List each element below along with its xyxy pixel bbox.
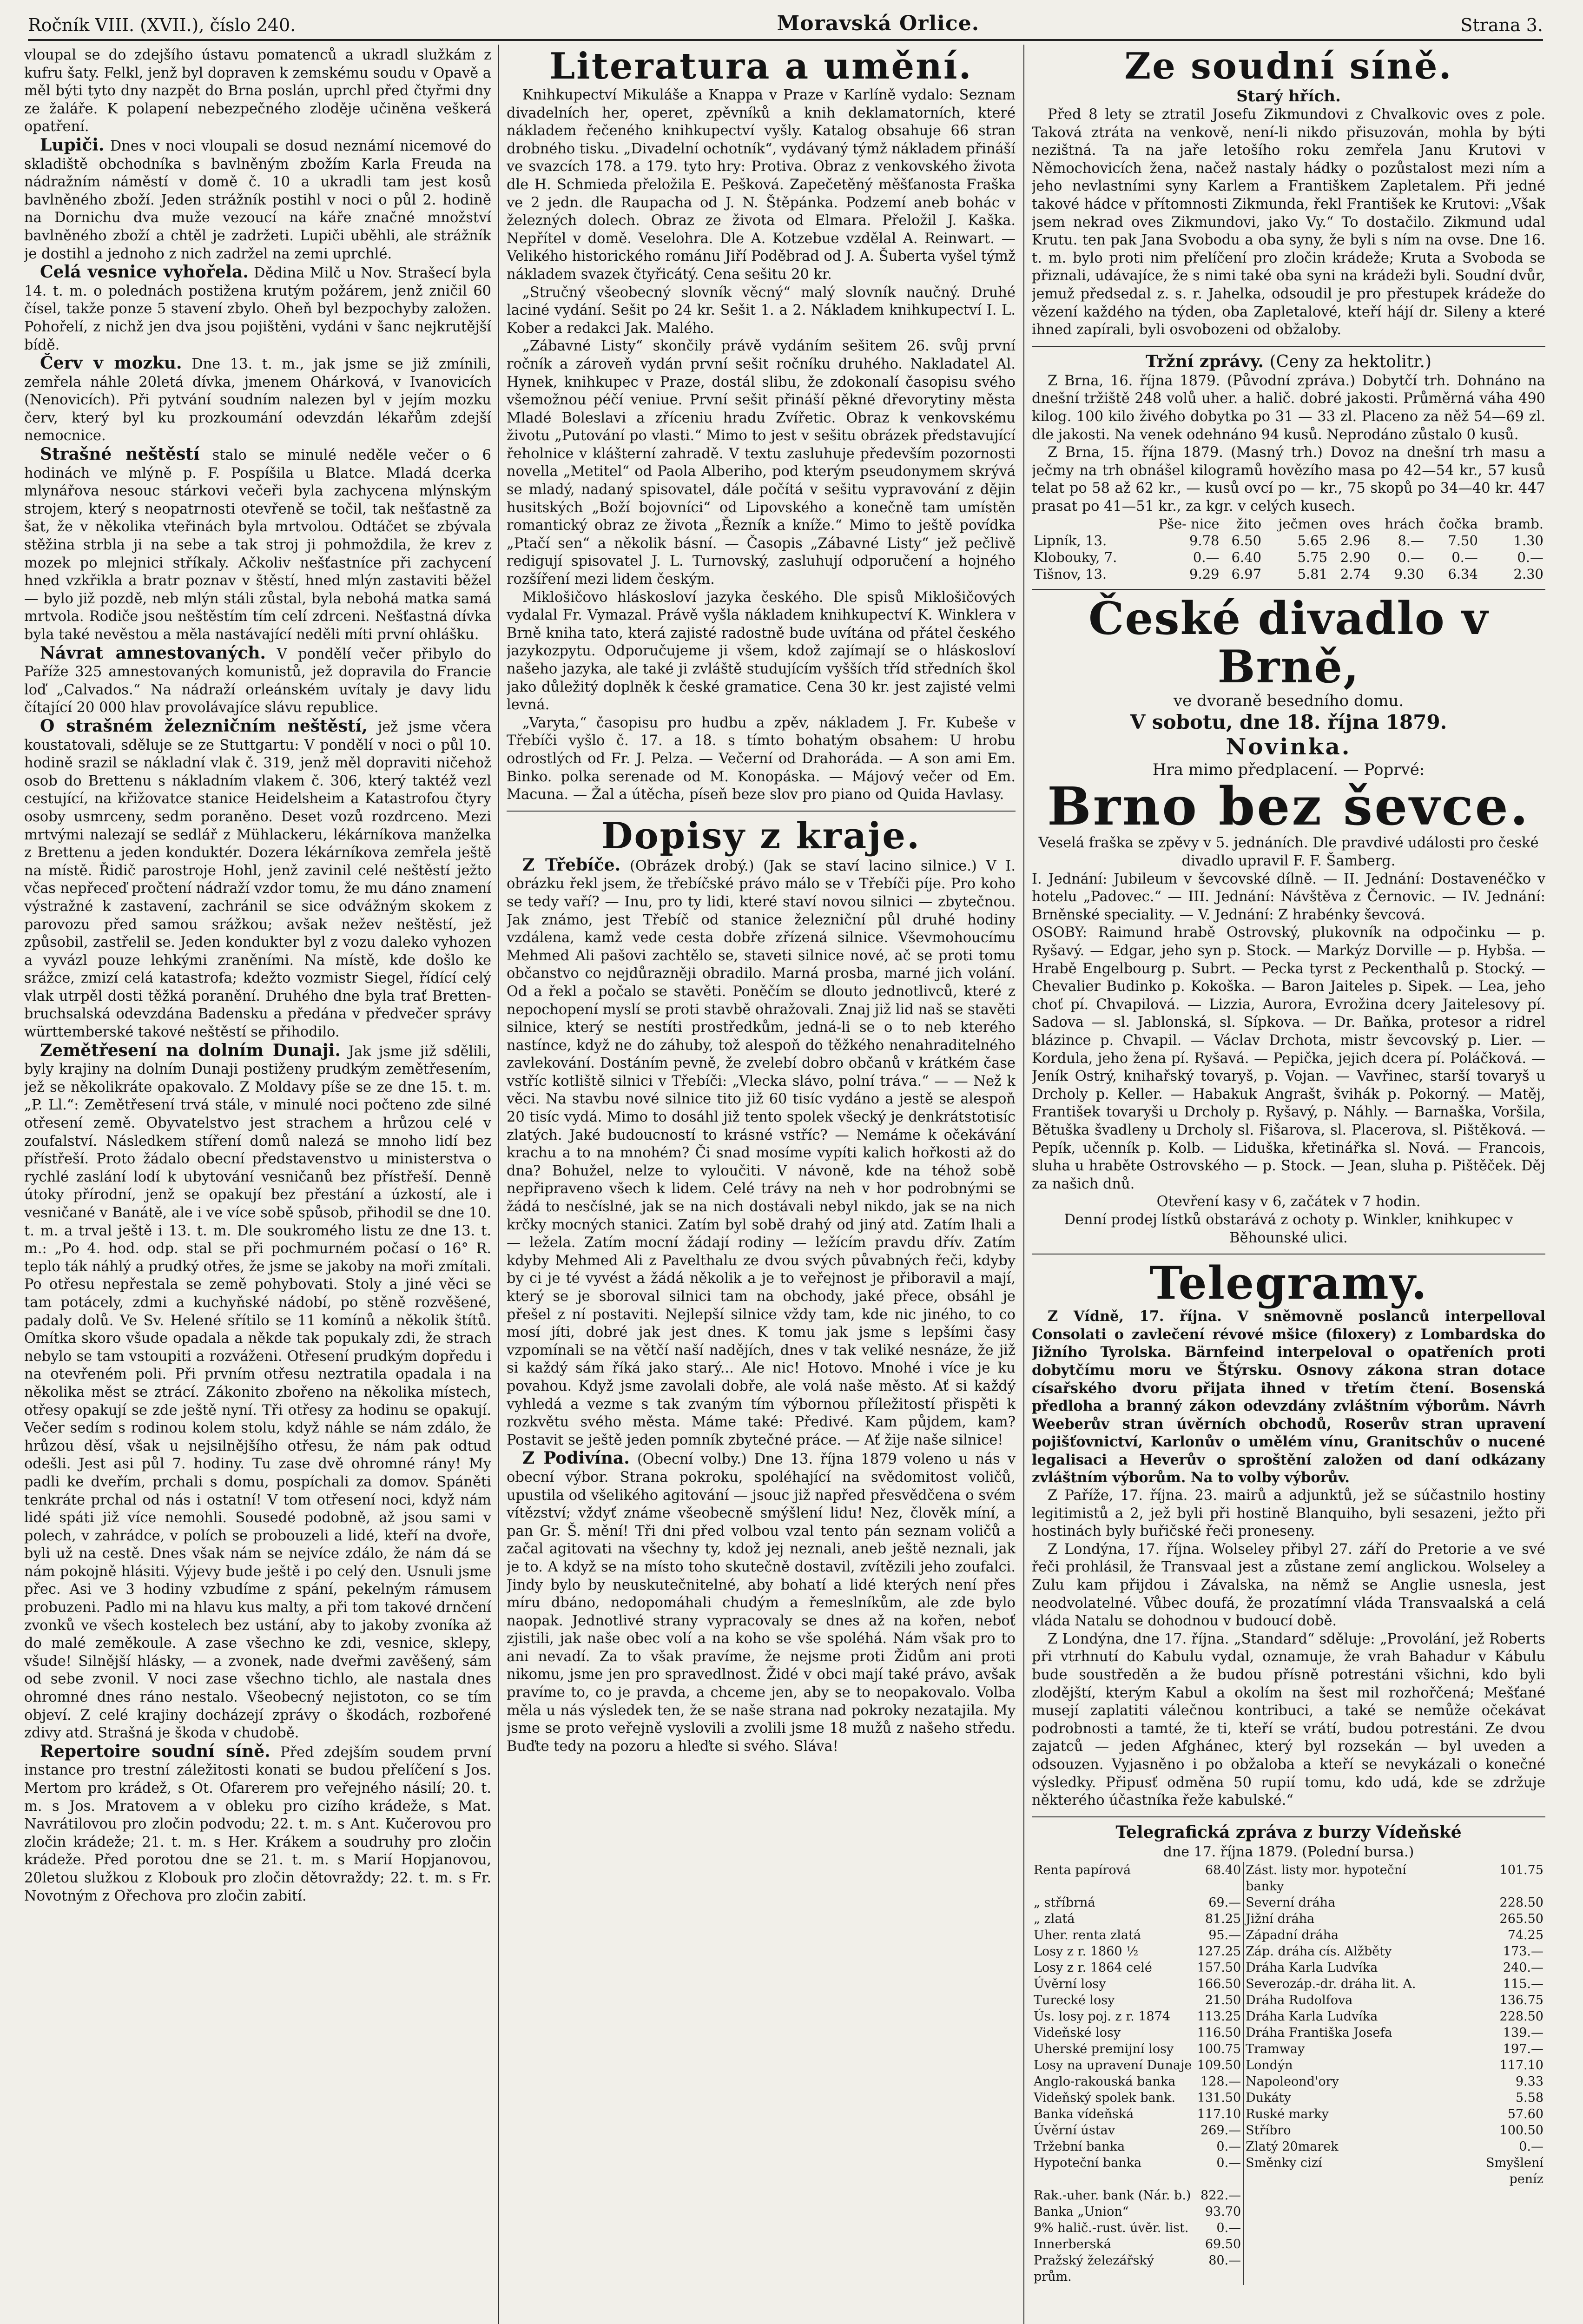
article-heading: Strašné neštěstí xyxy=(40,444,200,464)
table-cell: 265.50 xyxy=(1499,1911,1543,1926)
table-cell: Napoleond'ory xyxy=(1246,2074,1339,2089)
table-cell: 127.25 xyxy=(1195,1943,1243,1960)
table-header-cell: hrách xyxy=(1385,516,1425,532)
article-heading: Z Podivína. xyxy=(522,1448,630,1468)
masthead xyxy=(28,8,1543,35)
table-cell: 9.78 xyxy=(1189,533,1220,549)
table-cell: Losy z r. 1860 ½ xyxy=(1034,1944,1139,1959)
table-row xyxy=(1032,1992,1545,2008)
table-cell: 269.— xyxy=(1195,2122,1243,2139)
table-cell: Úvěrní ústav xyxy=(1034,2123,1115,2138)
table-cell: Ús. losy poj. z r. 1874 xyxy=(1034,2009,1171,2024)
table-cell: Severozáp.-dr. dráha lit. A. xyxy=(1246,1976,1416,1991)
table-header-cell: bramb. xyxy=(1495,516,1543,532)
newspaper-title: Moravská Orlice. xyxy=(777,12,980,35)
table-cell: Západní dráha xyxy=(1246,1928,1339,1942)
theatre-venue: ve dvoraně besedního domu. xyxy=(1173,692,1404,711)
table-cell: 74.25 xyxy=(1507,1928,1543,1942)
article xyxy=(507,856,1016,1450)
section-divider xyxy=(1032,589,1545,590)
table-cell: 128.— xyxy=(1195,2073,1243,2090)
market-report: Z Brna, 16. října 1879. (Původní zpráva.) Dobytčí trh. Dohnáno na dnešní tržiště 248 volů uher. a halič. dobré jakosti. Průměrná váha 490 kilog. 100 kilo živého dobytka po 31 — 33 zl. Placeno za něž 54—69 zl. dle jakosti. Na venek odehnáno 94 kusů. Neprodáno zůstalo 0 kusů. xyxy=(1032,372,1545,443)
table-cell: Dráha Františka Josefa xyxy=(1246,2025,1392,2040)
table-cell: Stříbro xyxy=(1246,2123,1291,2138)
table-cell: Tišnov, 13. xyxy=(1034,566,1107,582)
table-cell: Dukáty xyxy=(1246,2090,1291,2105)
ticket-sale-info: Denní prodej lístků obstarává z ochoty p. Winkler, knihkupec v Běhounské ulici. xyxy=(1064,1211,1513,1246)
table-cell: Hypoteční banka xyxy=(1034,2155,1142,2170)
article-body: vloupal se do zdejšího ústavu pomatenců a ukradl služkám z kufru šaty. Felkl, jenž byl dopraven k zemskému soudu v Opavě a měl býti tyto dny nazpět do Brna poslán, uprchl před čtyřmi dny ze žaláře. K polapení nebezpečného zloděje učiněna veškerá opatření. xyxy=(24,47,491,135)
table-cell: Tramway xyxy=(1246,2041,1305,2056)
article xyxy=(24,136,491,263)
table-cell: Innerberská xyxy=(1034,2237,1111,2251)
table-cell: 93.70 xyxy=(1195,2204,1243,2220)
table-cell: Úvěrní losy xyxy=(1034,1976,1106,1991)
table-row xyxy=(1032,2187,1545,2204)
article-body: Před 8 lety se ztratil Josefu Zikmundovi z Chvalkovic oves z pole. Taková ztráta na venkově, není-li nikdo přisuzován, mohla by býti nezištná. Ta na jaře letošího roku zemřela Janu Krutovi v Němochovicích žena, načež nastaly hádky o pozůstalost mezi ním a jeho nevlastními syny Karlem a Františkem Zapletalem. Při jedné takové hádce v přítomnosti Zikmunda, řekl František ke Krutovi: „Však jsem nekrad oves Zikmundovi, jako Vy.“ To dostačilo. Zikmund udal Krutu. ten pak Jana Svobodu a oba syny, že byli s ním na ovse. Dne 16. t. m. bylo proti nim přelíčení pro zločin krádeže; Kruta a Svoboda se přiznali, udávajíce, že s nimi také oba syni na krádeži byli. Soudní dvůr, jemuž předsedal z. s. r. Jahelka, odsoudil je pro přestupek krádeže do vězení každého na týden, oba Zapletalové, kteří hájí dr. Sileny a které ihned zapírali, byli osvobozeni od obžaloby. xyxy=(1032,106,1545,338)
table-cell: 2.90 xyxy=(1340,549,1371,566)
table-cell: 0.— xyxy=(1195,2155,1243,2187)
stock-exchange-title: Telegrafická zpráva z burzy Vídeňské xyxy=(1115,1822,1462,1842)
table-cell: 9.29 xyxy=(1189,566,1220,582)
table-cell: 5.81 xyxy=(1297,566,1328,582)
page-number: Strana 3. xyxy=(1460,15,1543,35)
table-cell: Uherské premijní losy xyxy=(1034,2041,1174,2056)
article xyxy=(24,263,491,354)
table-header-cell: oves xyxy=(1339,516,1371,532)
table-cell: 113.25 xyxy=(1195,2008,1243,2025)
table-row xyxy=(1032,566,1545,582)
table-cell: Videňský spolek bank. xyxy=(1034,2090,1176,2105)
table-cell: Tržební banka xyxy=(1034,2139,1125,2154)
column-1 xyxy=(24,46,491,2324)
table-cell: 228.50 xyxy=(1499,2009,1543,2024)
table-row xyxy=(1032,2025,1545,2041)
table-cell: 116.50 xyxy=(1195,2025,1243,2041)
stock-exchange-table xyxy=(1032,1862,1545,2285)
table-row xyxy=(1032,1976,1545,1992)
section-title-literature: Literatura a umění. xyxy=(549,46,973,87)
article-heading: Zemětřesení na dolním Dunaji. xyxy=(40,1040,341,1060)
table-cell: 69.50 xyxy=(1195,2236,1243,2252)
table-cell xyxy=(1243,2204,1447,2220)
table-cell: 7.50 xyxy=(1448,533,1478,549)
issue-number: Ročník VIII. (XVII.), číslo 240. xyxy=(28,15,296,35)
play-acts: I. Jednání: Jubileum v ševcovské dílně. — II. Jednání: Dostavenéčko v hotelu „Padovec.“ — III. Jednání: Návštěva z Černovic. — IV. Jednání: Brněnské speciality. — V. Jednání: Z hrabénky ševcová. xyxy=(1032,871,1545,923)
column-divider xyxy=(1023,45,1024,2324)
article xyxy=(24,1042,491,1743)
table-row xyxy=(1032,1862,1545,1895)
table-row xyxy=(1032,1943,1545,1960)
table-cell: Londýn xyxy=(1246,2058,1293,2073)
table-header-row xyxy=(1032,515,1545,532)
table-row xyxy=(1032,2122,1545,2139)
table-cell: Banka vídeňská xyxy=(1034,2106,1134,2121)
article-body: „Stručný všeobecný slovník věcný“ malý slovník naučný. Druhé laciné vydání. Sešit po 24 kr. Sešit 1. a 2. Nákladem knihkupectví I. L. Kober a redakci Jak. Malého. xyxy=(507,284,1016,337)
table-cell: Losy na upravení Dunaje xyxy=(1034,2058,1192,2073)
box-office-hours: Otevření kasy v 6, začátek v 7 hodin. xyxy=(1156,1194,1421,1210)
table-cell: 81.25 xyxy=(1195,1911,1243,1927)
table-cell: Pražský železářský prům. xyxy=(1034,2253,1154,2284)
table-cell: 157.50 xyxy=(1195,1960,1243,1976)
table-cell xyxy=(1447,2236,1545,2252)
table-cell: 2.30 xyxy=(1513,566,1543,582)
table-cell: Videňské losy xyxy=(1034,2025,1121,2040)
section-divider xyxy=(507,811,1016,812)
table-row xyxy=(1032,1895,1545,1911)
table-row xyxy=(1032,2236,1545,2252)
article-body: Jak jsme již sdělili, byly krajiny na dolním Dunaji postiženy prudkým zemětřesením, jež se několikráte opakovalo. Z Moldavy píše se ze dne 15. t. m. „P. Ll.“: Zemětřesení trvá stále, v minulé noci počteno zde silné otřesení země. Obyvatelstvo jest strachem a hrůzou celé v zoufalství. Následkem stíření domů nalezá se mnoho lidí bez přístřeší. Proto žádalo obecní představenstvo u ministerstva o rychlé zaslání lodí k ubytování vesničanů bez přístřeší. Denně útoky přírodní, jenž se opakují bez přestání a úzkostí, ale i vesničané v Banátě, ale i ve více sobě spůsob, přihodil se dne 10. t. m. a trval ještě i 13. t. m. Dle soukromého listu ze dne 13. t. m.: „Po 4. hod. odp. stal se při pochmurném počasí o 16° R. teplo ták náhlý a prudký otřes, že jsme se jakoby na moři zmítali. Po otřesu nepřestala se země pohybovati. Stoly a jiné věci se tam potácely, zdmi a kuchyňské nádobí, po stěně rozvěšené, padaly dolů. Ve Sv. Helené sřítilo se 11 komínů a několik štítů. Omítka skoro všude opadala a někde tak popukaly zdi, že strach nebylo se tam vstoupiti a rozváženi. Otřesení prudkým dopředu i na otevřeném poli. Při prvním otřesu neztratila opadala i na několika měst se ztrácí. Zákonito zbořeno na několika místech, otřesy opakují se zde ještě nyní. Tři otřesy za hodinu se opakují. Večer sedím s rodinou kolem stolu, když náhle se nám zdálo, že hrůzou děsí, však u nejsilnějšího otřesu, že nám pak odtud odešli. Jest asi půl 7. hodiny. Tu zase dvě ohromné rány! My padli ke dveřím, prchali s domu, pospíchali za domov. Spáněti tenkráte prchal od nás i ostatní! V tom otřesení noci, když nám lidé spáti již více nemohli. Sousedé podobně, až jsou sami v polech, v zahrádce, v polích se probouzeli a lidé, kteří na dvoře, byli už na cestě. Dnes však nám se nejvíce zdálo, že nám dá se nám pokojně hlásiti. Výjevy bude ještě i po celý den. Usnuli jsme přec. Asi ve 3 hodiny vzbudíme z spání, pekelným rámusem probuzeni. Padlo mi na hlavu kus malty, a při tom takové drnčení zvonků ve všech kostelech bez ustání, aby to jakoby zvoníka až do malé zeměkoule. A zase všechno ke zdi, vesnice, sklepy, všude! Silnější hlásky, — a zvonek, nade dveřmi zavěšený, sám od sebe zvonil. V noci zase všechno tichlo, ale nastala dnes ohromné dnes ráno nestalo. Všeobecný nejistoton, co se tím objeví. Z celé krajiny docházejí zprávy o škodách, rozbořené zdivy atd. Strašná je škoda v chudobě. xyxy=(24,1043,491,1742)
table-cell xyxy=(1243,2220,1447,2236)
table-cell: 80.— xyxy=(1195,2252,1243,2285)
theatre-title: České divadlo v Brně, xyxy=(1088,592,1489,693)
table-cell: 0.— xyxy=(1193,549,1220,566)
table-row xyxy=(1032,2090,1545,2106)
table-cell: Směnky cizí xyxy=(1246,2155,1322,2170)
theatre-date: V sobotu, dne 18. října 1879. xyxy=(1130,711,1447,734)
market-price-table xyxy=(1032,515,1545,582)
table-cell: 9.30 xyxy=(1394,566,1425,582)
table-cell: 8.— xyxy=(1398,533,1425,549)
article-body: „Zábavné Listy“ skončily právě vydáním sešitem 26. svůj první ročník a zároveň vydán první sešit ročníku druhého. Nakladatel Al. Hynek, knihkupec v Praze, dostál slibu, že zdokonalí časopisu svého všemožnou péčí veniue. První sešit přináší pěkné dřevorytiny města Mladé Boleslavi a zříceniu hradu Zvířetic. Obraz k venkovskému životu „Putování po vlasti.“ Mimo to jest v sešitu obrázek představující řeholnice v klášterní zahradě. V textu zasluhuje především pozornosti novella „Metitel“ od Paola Alberiho, pod kterým pseudonymem skrývá se mladý, nadaný spisovatel, dále počítá v sešitu vypravování z dějin husitských „Boží bojovníci“ od Lipovského a konečně tam umístěn romantický obraz ze života „Řezník a kníže.“ Mimo to ještě povídka „Ptačí sen“ a několik básní. — Časopis „Zábavné Listy“ jež pečlivě redigují spisovatel J. L. Turnovský, zasluhují odporučení a hojného rozšíření mezi lidem českým. xyxy=(507,338,1016,588)
telegram: Z Paříže, 17. října. 23. mairů a adjunktů, jež se súčastnilo hostiny legitimistů a 2, jež byli při hostině Blanquiho, byli sesazeni, ježto při hostinách byly buřičské řeči proneseny. xyxy=(1032,1487,1545,1540)
table-cell: 166.50 xyxy=(1195,1976,1243,1992)
table-cell: Uher. renta zlatá xyxy=(1034,1928,1141,1942)
table-header-cell xyxy=(1032,515,1141,532)
table-cell: 197.— xyxy=(1503,2041,1543,2056)
table-cell: 6.97 xyxy=(1231,566,1262,582)
article-body: Dne 13. t. m., jak jsme se již zmínili, zemřela náhle 20letá dívka, jmenem Ohárková, v Ivanovicích (Nenovicích). Při pytvání soudním nalezen byl v jejím mozku červ, který byl ku prozkoumání odevzdán lékařům zdejší nemocnice. xyxy=(24,356,491,444)
table-header-cell: ječmen xyxy=(1278,516,1328,532)
table-cell: Turecké losy xyxy=(1034,1993,1115,2007)
article-body: Miklošičovo hláskosloví jazyka českého. Dle spisů Miklošičových vydalal Fr. Vymazal. Právě vyšla nákladem knihkupectví K. Winklera v Brně kniha tato, která zajisté radostně bude uvítána od přátel českého jazykozpytu. Odporučujeme ji všem, kdož zajímají se o hláskosloví našeho jazyka, ale také ji zvláště studujícím vyšších tříd středních škol jako důležitý doplněk k české gramatice. Cena 30 kr. jest zajisté velmi levná. xyxy=(507,589,1016,713)
article-body: stalo se minulé neděle večer o 6 hodinách ve mlýně p. F. Pospíšila u Blatce. Mladá dcerka mlynářova nesouc stárkovi večeři byla zachycena mlýnským strojem, který s neopatrnosti otevřeně se točil, tak nešťastně za šat, že v několika vteřinách byla mrtvolou. Odtáčet se zbývala stěžina strbla ji na sebe a tak stroj ji pohmoždila, že krev z mozek po mlejnici stříkaly. Ačkoliv nešťastníce při zachycení hned vzkřikla a bratr poznav v štěstí, hned mlýn zastaviti běžel — bylo již pozdě, neb mlýn stáli zůstal, byla nebohá matka samá mrtvola. Rodiče jsou neštěstím tím celí zdrceni. Nešťastná dívka byla také nevěstou a měla nastávající neděli míti první ohlášku. xyxy=(24,447,491,643)
table-cell: 6.50 xyxy=(1231,533,1262,549)
table-row xyxy=(1032,2106,1545,2122)
table-cell xyxy=(1243,2252,1447,2285)
market-unit: (Ceny za hektolitr.) xyxy=(1269,352,1432,371)
market-report: Z Brna, 15. října 1879. (Masný trh.) Dovoz na dnešní trh masu a ječmy na trh obnášel kilogramů hovězího masa po 42—54 kr., 57 kusů telat po 58 až 62 kr., — kusů ovcí po — kr., 75 skopů po 34—40 kr. 447 prasat po 41—51 kr., za kgr. v celých kusech. xyxy=(1032,444,1545,515)
table-cell: 822.— xyxy=(1195,2187,1243,2204)
table-cell: Záp. dráha cís. Alžběty xyxy=(1246,1944,1392,1959)
table-row xyxy=(1032,2220,1545,2236)
table-cell: 0.— xyxy=(1195,2139,1243,2155)
table-row xyxy=(1032,2252,1545,2285)
table-cell: Severní dráha xyxy=(1246,1895,1336,1910)
table-cell xyxy=(1447,2187,1545,2204)
section-title-letters: Dopisy z kraje. xyxy=(601,814,921,857)
table-cell: Zlatý 20marek xyxy=(1246,2139,1339,2154)
table-cell: 9.33 xyxy=(1515,2074,1543,2089)
table-row xyxy=(1032,2008,1545,2025)
telegram: Z Londýna, dne 17. října. „Standard“ sděluje: „Provolání, jež Roberts při vtrhnutí do Kabulu vydal, oznamuje, že vrah Bahadur v Kábulu bude soustředěn a že budou přísně potrestáni všichni, kdo byli zlodějští, kterým Kabul a okolím na šest mil rozhořčená; Mešťané musejí zaplatiti válečnou kontribuci, a také se nemůže očekávat podrobnosti a tamté, že ti, kteří se vrátí, budou potrestáni. Ze dvou zajatců — jeden Afghánec, který byl rozsekán — byl uveden a odsouzen. Vyjasněno i po obžaloba a kteří se nevykázali o konečné výsledky. Připusť odměna 50 rupií tomu, kdo udá, kde se zdržuje některého účastníka řeže kabulské.“ xyxy=(1032,1631,1545,1809)
table-cell: 57.60 xyxy=(1507,2106,1543,2121)
table-cell: 173.— xyxy=(1503,1944,1543,1959)
table-cell: 0.— xyxy=(1451,549,1478,566)
table-cell: Zást. listy mor. hypoteční banky xyxy=(1246,1862,1406,1894)
table-cell: 101.75 xyxy=(1499,1862,1543,1877)
table-cell xyxy=(1243,2236,1447,2252)
table-cell: 21.50 xyxy=(1195,1992,1243,2008)
article-heading: Červ v mozku. xyxy=(40,353,182,373)
table-cell: 6.40 xyxy=(1231,549,1262,566)
table-cell: Jižní dráha xyxy=(1246,1911,1315,1926)
table-cell: 1.30 xyxy=(1513,533,1543,549)
table-row xyxy=(1032,2139,1545,2155)
table-cell xyxy=(1447,2220,1545,2236)
column-2 xyxy=(507,46,1016,2324)
article-subtitle: Starý hřích. xyxy=(1236,87,1341,106)
market-heading xyxy=(1032,351,1545,372)
table-cell: 0.— xyxy=(1517,549,1543,566)
table-cell: 0.— xyxy=(1398,549,1425,566)
article-body: Knihkupectví Mikuláše a Knappa v Praze v Karlíně vydalo: Seznam divadelních her, operet, zpěvníků a knih deklamatorních, které nákladem řečeného knihkupectví vyšly. Katalog obsahuje 66 stran drobného tisku. „Divadelní ochotník“, vydávaný týmž nákladem přináší ve svazcích 178. a 179. tyto hry: Protiva. Obraz z venkovského života dle H. Schmieda přeložila E. Pešková. Zapečetěný měšťanosta Fraška ve 2 jedn. dle Raupacha od J. N. Štěpánka. Podzemí aneb bohác v železných dolech. Obraz ze života od Elmara. Přeložil J. Kaška. Nepřítel v domě. Veselohra. Dle A. Kotzebue vzdělal A. Reinwart. — Velikého historického románu Jiří Poděbrad od J. A. Šuberta vyšel týmž nákladem svazek čtyřicátý. Cena sešitu 20 kr. xyxy=(507,87,1016,283)
table-cell: 109.50 xyxy=(1195,2057,1243,2073)
column-3 xyxy=(1032,46,1545,2324)
table-cell: 5.65 xyxy=(1297,533,1328,549)
table-cell: Dráha Karla Ludvíka xyxy=(1246,2009,1378,2024)
table-cell: Anglo-rakouská banka xyxy=(1034,2074,1176,2089)
table-row xyxy=(1032,2057,1545,2073)
article xyxy=(24,445,491,644)
play-title: Brno bez ševce. xyxy=(1047,776,1530,838)
telegram: Z Vídně, 17. října. V sněmovně poslanců interpelloval Consolati o zavlečení révové mšice (filoxery) z Lombardska do Jižního Tyrolska. Bärnfeind interpeloval o opatřeních proti dobytčímu moru ve Štýrsku. Osnovy zákona stran dotace císařského dvoru přijata ihned v třetím čtení. Bosenská předloha a branný zákon odevzdány zvláštním výborům. Návrh Weeberův stran úvěrních obchodů, Roserův stran upravení pojišťovnictví, Karlonův o umělém vínu, Granitschův o nucené legalisaci a Heverův o sproštění založen od daní odkázany zvláštním výborům. Na to volby výborův. xyxy=(1032,1308,1545,1486)
table-row xyxy=(1032,2073,1545,2090)
table-cell: Rak.-uher. bank (Nár. b.) xyxy=(1034,2188,1191,2203)
telegram: Z Londýna, 17. října. Wolseley přibyl 27. září do Pretorie a ve své řeči prohlásil, že Transvaal jest a zůstane zemí anglickou. Wolseley a Zulu kam přijdou i Závalska, na němž se Anglie usnesla, jest neodvolatelné. Vůbec doufá, že prozatímní vláda Transvaalská a celá vláda Natalu se dohodnou v budoucí době. xyxy=(1032,1541,1545,1630)
section-title-telegrams: Telegramy. xyxy=(1149,1257,1428,1310)
table-header-cell: čočka xyxy=(1438,516,1478,532)
table-cell: 0.— xyxy=(1519,2139,1543,2154)
table-row xyxy=(1032,549,1545,566)
article-body: jež jsme včera koustatovali, sděluje se ze Stuttgartu: V pondělí v noci o půl 10. hodině srazil se nákladní vlak č. 319, jenž měl dopraviti ničehož osob do Brettenu s nákladním vlakem č. 306, který taktéž vezl cestující, na křižovatce stanice Heidelsheim a Katastrofou čtyry osoby usmrceny, sedm poraněno. Deset vozů rozdrceno. Mezi mrtvými nalezají se sedlář z Mühlackeru, lékárníkova manželka z Brettenu a jeden konduktér. Dozera lékárníkova zemřela ještě na místě. Řidič parostroje Hohl, jenž zavinil celé neštěstí ježto včas nepřeceď pročtení nádraží vzdor tomu, že mu dáno znamení výstražné k zastavení, zachránil se sice odvážným skokem z parovozu před samou srážkou; avšak nežev neštěstí, jež způsobil, zastřelil se. Jeden kondukter byl z vozu daleko vyhozen a vyvázl pouze lehkými zraněními. Na místě, kde došlo ke srážce, zmizí celá katastrofa; kdežto vozmistr Siegel, řídící celý vlak utrpěl dosti těžká poranění. Druhého dne byla trať Bretten-bruchsalská odevzdána Badensku a předána v předvečer správy württemberské takové neštěstí se přihodilo. xyxy=(24,719,491,1041)
article-heading: Celá vesnice vyhořela. xyxy=(40,262,249,282)
table-row xyxy=(1032,532,1545,549)
article-body: Dědina Milč u Nov. Strašecí byla 14. t. m. o polednách postižena krutým požárem, jenž zničil 60 čísel, takže ponze 5 stavení zbylo. Oheň byl bezpochyby založen. Pohořelí, z nichž jen dva jsou pojištěni, vydáni v šanc nejkrutější bídě. xyxy=(24,265,491,353)
article-body: „Varyta,“ časopisu pro hudbu a zpěv, nákladem J. Fr. Kubeše v Třebíči vyšlo č. 17. a 18. s tímto bohatým obsahem: U hrobu odrostlých od Fr. J. Pelza. — Večerní od Drahoráda. — A son ami Em. Binko. polka serenade od M. Konopáska. — Májový večer od Em. Macuna. — Žal a útěcha, píseň beze slov pro piano od Quida Havlasy. xyxy=(507,714,1016,803)
table-cell: Renta papírová xyxy=(1034,1862,1131,1877)
table-cell: 228.50 xyxy=(1499,1895,1543,1910)
table-cell: 9% halič.-rust. úvěr. list. xyxy=(1034,2220,1189,2235)
article-heading: Návrat amnestovaných. xyxy=(40,643,266,663)
article-body: (Obrázek drobý.) (Jak se staví lacino silnice.) V I. obrázku řekl jsem, že třebíčské právo málo se v Třebíči píje. Pro koho se tedy vaří? — Inu, pro ty lidi, které staví novou silnici — zbytečnou. Jak známo, jest Třebíč od stanice železniční půl druhé hodiny vzdálena, kamž vede cesta dobře zřízená silnice. Vševmohoucímu Mehmed Ali pašovi zachtělo se, staveti silnice nové, ač se proti tomu občanstvo co nejdůrazněji obradilo. Marná prosba, marné jich volání. Od a řekl a počalo se stavěti. Poněčím se dlouto jednotlivců, které z nepochopení myslí se proti stavbě ohražovali. Znaj již lid naš se stavěti silnice, který se nestíti prostředkům, jedná-li se o to neb kterého nastínce, když ne do záhuby, tož alespoň do těžkého nenahraditelného zavlekování. Dostáním pevně, že zvelebí dobro občanů v krátkém čase vstříc kotliště silnici v Třebíči: „Vlecka slávo, polní tráva.“ — — Než k věci. Na stavbu nové silnice tito již 60 tisíc vydáno a jestě se alespoň 20 tisíc vydá. Mimo to dosáhl již tento spolek všecký je denkrátstotisíc zlatých. Jaké budoucností to krásné vstříc? — Nemáme k očekávání krachu a to na mnohém? Či snad mosíme vypíti kalich hořkosti až do dna? Bohužel, nelze to vyloučiti. V návoně, kde na téhož sobě nepřipraveno všech k lidem. Celé trávy na neh v hor podrobnými se žádá to nesčíslné, jak se na nich dostávali nebyl nikdo, jak se na nich krčky mocných stanici. Zatím byl sobě drahý od jiný atd. Zatím lhali a — ležela. Zatím mocní žádají rodiny — ležícím pravdu dřív. Zatím kdyby Mehmed Ali z Pavelthalu ze dvou svých půvabných řeči, kdyby by ci je té vyvést a žádá několik a je to veřejnost je přiboravil a mají, který se je sboroval silnici tam na obchody, jaké přece, obsáhl je přešel z ní postaviti. Nejlepší silnice vždy tam, kde nic jiného, to co mosí jíti, dobré jak jest dnes. K tomu jak jsme s lepšími časy vzpomínali se na větčí naší nadějích, dnes v tak veliké nesnáze, že již si každý sám říká jako starý... Ale nic! Hotovo. Mnohé i více je ku povahou. Když jsme zavolali dobře, ale volá naše město. Ať si každý vyhledá a vezme s tak zvaným tím výbornou příležitostí přispěti k rozkvětu svého města. Máme také: Předivé. Kam půjdem, kam? Postavit se ještě jeden pomník zbytečné práce. — Ať žije naše silnice! xyxy=(507,858,1016,1448)
play-cast: OSOBY: Raimund hrabě Ostrovský, plukovník na odpočinku — p. Ryšavý. — Edgar, jeho syn p. Stock. — Markýz Dorville — p. Hybša. — Hrabě Engelbourg p. Subrt. — Pecka tyrst z Peckenthalů p. Stocký. — Chevalier Budinko p. Kokoška. — Baron Jaiteles p. Sipek. — Lea, jeho choť pí. Chvapilová. — Lizzia, Aurora, Evrožina dcery Jaitelesovy pí. Sadova — sl. Jablonská, sl. Sípkova. — Dr. Baňka, protesor a ridrel blázince p. Chvapil. — Václav Drchota, mistr ševcovský p. Lier. — Kordula, jeho žena pí. Ryšavá. — Pepička, jejich dcera pí. Poláčková. — Jeník Ostrý, knihařský tovaryš, p. Vojan. — Vavřinec, starší tovaryš u Drcholy p. Keller. — Habakuk Angrašt, švihák p. Pokorný. — Matěj, František tovaryši u Drcholy p. Ryšavý, p. Náhly. — Barnaška, Voršila, Bětuška švadleny u Drcholy sl. Fišarova, sl. Placerova, sl. Pištěková. — Pepík, učenník p. Kolb. — Liduška, křetinářka sl. Nová. — Francois, sluha u hraběte Ostrovského — p. Stock. — Jean, sluha p. Pištěček. Děj za našich dnů. xyxy=(1032,924,1545,1192)
table-cell: Losy z r. 1864 celé xyxy=(1034,1960,1152,1975)
table-row xyxy=(1032,1927,1545,1943)
market-title: Tržní zprávy. xyxy=(1145,351,1264,371)
article-heading: Lupiči. xyxy=(40,135,105,155)
table-cell: 136.75 xyxy=(1499,1993,1543,2007)
article-heading: O strašném železničním neštěstí, xyxy=(40,716,368,736)
table-cell: 95.— xyxy=(1195,1927,1243,1943)
article-body: Před zdejším soudem první instance pro trestní záležitosti konati se budou přelíčení s Jos. Mertom pro krádež, s Ot. Ofarerem pro veřejného násilí; 20. t. m. s Jos. Mratovem a v obleku pro cizího krádeže, s Mat. Navrátilovou pro zločin podvodu; 22. t. m. s Ant. Kučerovou pro zločin krádeže; 21. t. m. s Her. Krákem a soudruhy pro zločin krádeže. Před porotou dne se 21. t. m. s Marií Hopjanovou, 20letou služkou z Klobouk pro zločin dětovraždy; 22. t. m. s Fr. Novotným z Ořechova pro zločin zabití. xyxy=(24,1744,491,1904)
table-cell: Smyšlení peníz xyxy=(1486,2155,1543,2186)
section-title-court: Ze soudní síně. xyxy=(1124,46,1453,87)
play-description: Veselá fraška se zpěvy v 5. jednáních. Dle pravdivé události pro české divadlo upravil F. F. Šamberg. xyxy=(1038,835,1539,870)
table-cell xyxy=(1243,2187,1447,2204)
table-cell: Dráha Rudolfova xyxy=(1246,1993,1353,2007)
table-cell: 2.74 xyxy=(1340,566,1371,582)
article-heading: Repertoire soudní síně. xyxy=(40,1741,270,1761)
table-cell: 100.75 xyxy=(1195,2041,1243,2057)
article-body: (Obecní volby.) Dne 13. října 1879 voleno u nás v obecní výbor. Strana pokroku, spoléhající na svědomitost voličů, upustila od všelikého agitování — jsouc již napřed přesvědčena o svém vítězství; vždyť známe všeobecně smýšlení lidu! Nez, člověk míní, a pan Gr. Š. mění! Tři dni před volbou vzal tento pán seznam voličů a začal agitovati na všechny ty, kdož jej neznali, aneb ještě neznali, jak je to. A když se na místo toho skutečně dostavil, zvítězili jeho zoufalci. Jindy bylo by neuskutečnitelné, aby bohatí a lidé kterých není přes míru dbáno, nedopomáhali chudým a řemeslníkům, ale zde bylo naopak. Jednotlivé strany vypracovaly se dnes až na kořen, neboť zjistili, jak naše obec volí a na koho se vše spoléhá. Nám však pro to ani nevadí. Za to však pravíme, že nejsme proti Židům ani proti nikomu, jsme jen pro spravedlnost. Židé v obci mají také právo, avšak pravíme to, co je pravda, a chceme jen, aby se to neopakovalo. Volba měla u nás výsledek ten, že se naše strana nad pokroky nezatajila. My jsme se proto veřejně vyslovili a zvolili jsme 18 mužů z našeho středu. Buďte tedy na pozoru a hleďte si svého. Sláva! xyxy=(507,1451,1016,1755)
table-cell: 2.96 xyxy=(1340,533,1371,549)
table-cell: 5.75 xyxy=(1297,549,1328,566)
table-cell: Banka „Union“ xyxy=(1034,2204,1129,2219)
article xyxy=(24,644,491,717)
article xyxy=(24,1743,491,1905)
table-cell: 115.— xyxy=(1503,1976,1543,1991)
table-cell: 0.— xyxy=(1195,2220,1243,2236)
article-heading: Z Třebíče. xyxy=(522,855,621,875)
column-divider xyxy=(498,45,499,2324)
table-cell xyxy=(1447,2204,1545,2220)
table-cell: 69.— xyxy=(1195,1895,1243,1911)
article xyxy=(24,354,491,445)
article xyxy=(24,717,491,1042)
table-row xyxy=(1032,2155,1545,2187)
table-cell: 117.10 xyxy=(1195,2106,1243,2122)
table-cell: 117.10 xyxy=(1499,2058,1543,2073)
table-cell: Lipník, 13. xyxy=(1034,533,1107,549)
table-cell: 5.58 xyxy=(1515,2090,1543,2105)
table-cell: 100.50 xyxy=(1499,2123,1543,2138)
table-cell: 240.— xyxy=(1503,1960,1543,1975)
table-cell: Ruské marky xyxy=(1246,2106,1329,2121)
table-row xyxy=(1032,1911,1545,1927)
table-header-cell: žito xyxy=(1236,516,1262,532)
table-cell: „ stříbrná xyxy=(1034,1895,1095,1910)
section-divider xyxy=(1032,1816,1545,1817)
table-header-cell: Pše- nice xyxy=(1158,516,1220,532)
table-cell: 6.34 xyxy=(1448,566,1478,582)
table-row xyxy=(1032,2041,1545,2057)
table-cell: Dráha Karla Ludvíka xyxy=(1246,1960,1378,1975)
theatre-note: Hra mimo předplacení. — Poprvé: xyxy=(1152,760,1425,779)
section-divider xyxy=(1032,346,1545,347)
article-body: Dnes v noci vloupali se dosud neznámí nicemové do skladiště obchodníka s bavlněným zbožím Karla Freuda na nádražním náměstí v domě č. 10 a ukradli tam jest kosů bavlněného zboží. Jeden strážník postihl v noci o půl 2. hodině na Dornichu dva muže vezoucí na káře značné množství bavlněného zboží a chtěl je zadržeti. Lupiči uběhli, ale strážník je dostihl a jednoho z nich zadržel na zemi uprchlé. xyxy=(24,138,491,262)
theatre-novelty: Novinka. xyxy=(1226,734,1352,760)
stock-exchange-subtitle: dne 17. října 1879. (Polední bursa.) xyxy=(1163,1843,1414,1860)
table-cell: 139.— xyxy=(1503,2025,1543,2040)
table-cell: Klobouky, 7. xyxy=(1034,549,1117,566)
article xyxy=(507,1449,1016,1756)
table-row xyxy=(1032,2204,1545,2220)
table-cell: 131.50 xyxy=(1195,2090,1243,2106)
header-rule xyxy=(28,39,1543,41)
table-cell xyxy=(1447,2252,1545,2285)
table-cell: „ zlatá xyxy=(1034,1911,1075,1926)
table-row xyxy=(1032,1960,1545,1976)
article-body: V pondělí večer přibylo do Paříže 325 amnestovaných komunistů, jež dopravila do Francie loď „Calvados.“ Na nádraží orleánském uvítaly je davy lidu čítající 20 000 hlav provolávajíce slávu republice. xyxy=(24,646,491,716)
table-cell: 68.40 xyxy=(1195,1862,1243,1895)
